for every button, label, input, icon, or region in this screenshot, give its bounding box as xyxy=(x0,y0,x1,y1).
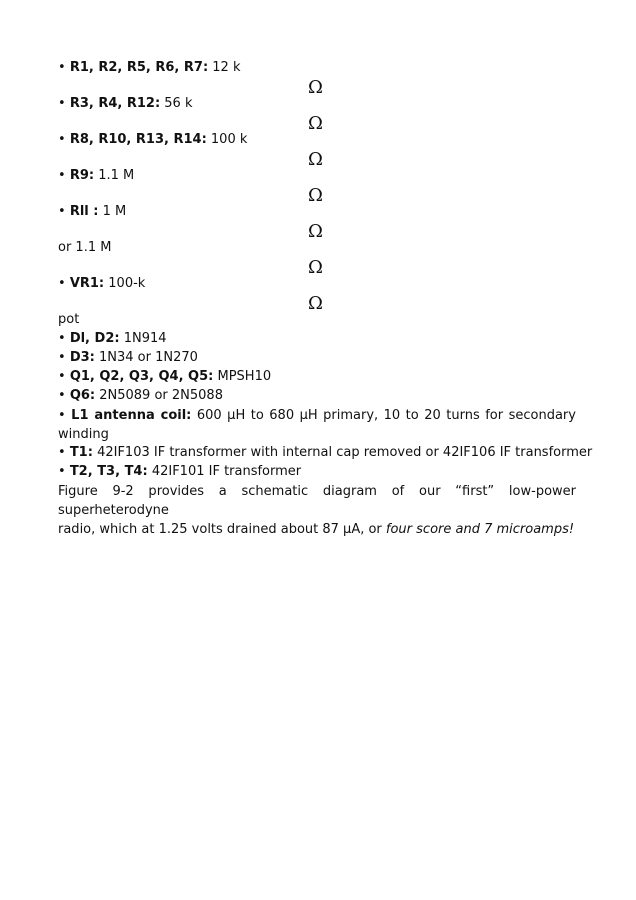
part-item-q6 xyxy=(58,388,223,404)
part-item-d1-d2 xyxy=(58,331,167,347)
bullet: • xyxy=(58,331,66,346)
part-value-continued: winding xyxy=(58,427,109,442)
part-label: L1 antenna coil: xyxy=(71,408,192,423)
part-item-t1 xyxy=(58,445,592,461)
omega-symbol: Ω xyxy=(308,113,323,134)
paragraph-line-2 xyxy=(58,520,576,539)
part-item-vr1-pot xyxy=(58,312,79,328)
omega-symbol: Ω xyxy=(308,221,323,242)
bullet: • xyxy=(58,60,66,75)
part-value: 1.1 M xyxy=(94,168,135,183)
part-value: 100 k xyxy=(206,132,248,147)
bullet: • xyxy=(58,464,66,479)
part-value: or 1.1 M xyxy=(58,240,112,255)
part-item-r1-r2-r5-r6-r7 xyxy=(58,60,241,76)
part-item-l1 xyxy=(58,406,576,444)
part-label: Dl, D2: xyxy=(69,331,120,346)
part-item-vr1 xyxy=(58,276,145,292)
bullet: • xyxy=(58,96,66,111)
part-value: 42IF101 IF transformer xyxy=(147,464,302,479)
part-item-t2-t3-t4 xyxy=(58,464,301,480)
part-label: R3, R4, R12: xyxy=(69,96,161,111)
bullet: • xyxy=(58,445,66,460)
bullet: • xyxy=(58,276,66,291)
part-label: D3: xyxy=(69,350,95,365)
part-value: 1N34 or 1N270 xyxy=(94,350,198,365)
part-label: R1, R2, R5, R6, R7: xyxy=(69,60,209,75)
bullet: • xyxy=(58,350,66,365)
bullet: • xyxy=(58,168,66,183)
omega-symbol: Ω xyxy=(308,149,323,170)
part-label: Q6: xyxy=(69,388,96,403)
omega-symbol: Ω xyxy=(308,293,323,314)
l1-first-line xyxy=(58,406,576,425)
part-value: 100-k xyxy=(104,276,146,291)
part-value: 12 k xyxy=(208,60,241,75)
part-item-d3 xyxy=(58,350,198,366)
part-label: R9: xyxy=(69,168,95,183)
part-value: 1N914 xyxy=(119,331,167,346)
part-label: VR1: xyxy=(69,276,105,291)
bullet: • xyxy=(58,388,66,403)
part-item-r3-r4-r12 xyxy=(58,96,193,112)
paragraph-italic-text: four score and 7 microamps! xyxy=(385,522,575,537)
bullet: • xyxy=(58,204,66,219)
bullet: • xyxy=(58,369,66,384)
part-label: Rll : xyxy=(69,204,99,219)
part-value: 1 M xyxy=(98,204,127,219)
part-item-r11-alt xyxy=(58,240,111,256)
part-value: MPSH10 xyxy=(213,369,272,384)
part-label: Q1, Q2, Q3, Q4, Q5: xyxy=(69,369,214,384)
part-label: R8, R10, R13, R14: xyxy=(69,132,207,147)
part-value: pot xyxy=(58,312,80,327)
bullet: • xyxy=(58,408,66,423)
part-item-r11 xyxy=(58,204,126,220)
part-value: 2N5089 or 2N5088 xyxy=(95,388,223,403)
part-value: 56 k xyxy=(160,96,193,111)
omega-symbol: Ω xyxy=(308,257,323,278)
part-item-r8-r10-r13-r14 xyxy=(58,132,247,148)
part-label: T2, T3, T4: xyxy=(69,464,148,479)
part-value: 42IF103 IF transformer with internal cap removed or 42IF106 IF transformer xyxy=(92,445,593,460)
part-item-q1-q5 xyxy=(58,369,271,385)
part-item-r9 xyxy=(58,168,134,184)
omega-symbol: Ω xyxy=(308,185,323,206)
part-label: T1: xyxy=(69,445,93,460)
paragraph-text: radio, which at 1.25 volts drained about 87 μA, or xyxy=(58,522,386,537)
figure-paragraph xyxy=(58,482,576,539)
paragraph-line-1: Figure 9-2 provides a schematic diagram of our “first” low-power superheterodyne xyxy=(58,484,576,518)
omega-symbol: Ω xyxy=(308,77,323,98)
bullet: • xyxy=(58,132,66,147)
part-value: 600 μH to 680 μH primary, 10 to 20 turns for secondary xyxy=(191,408,576,423)
